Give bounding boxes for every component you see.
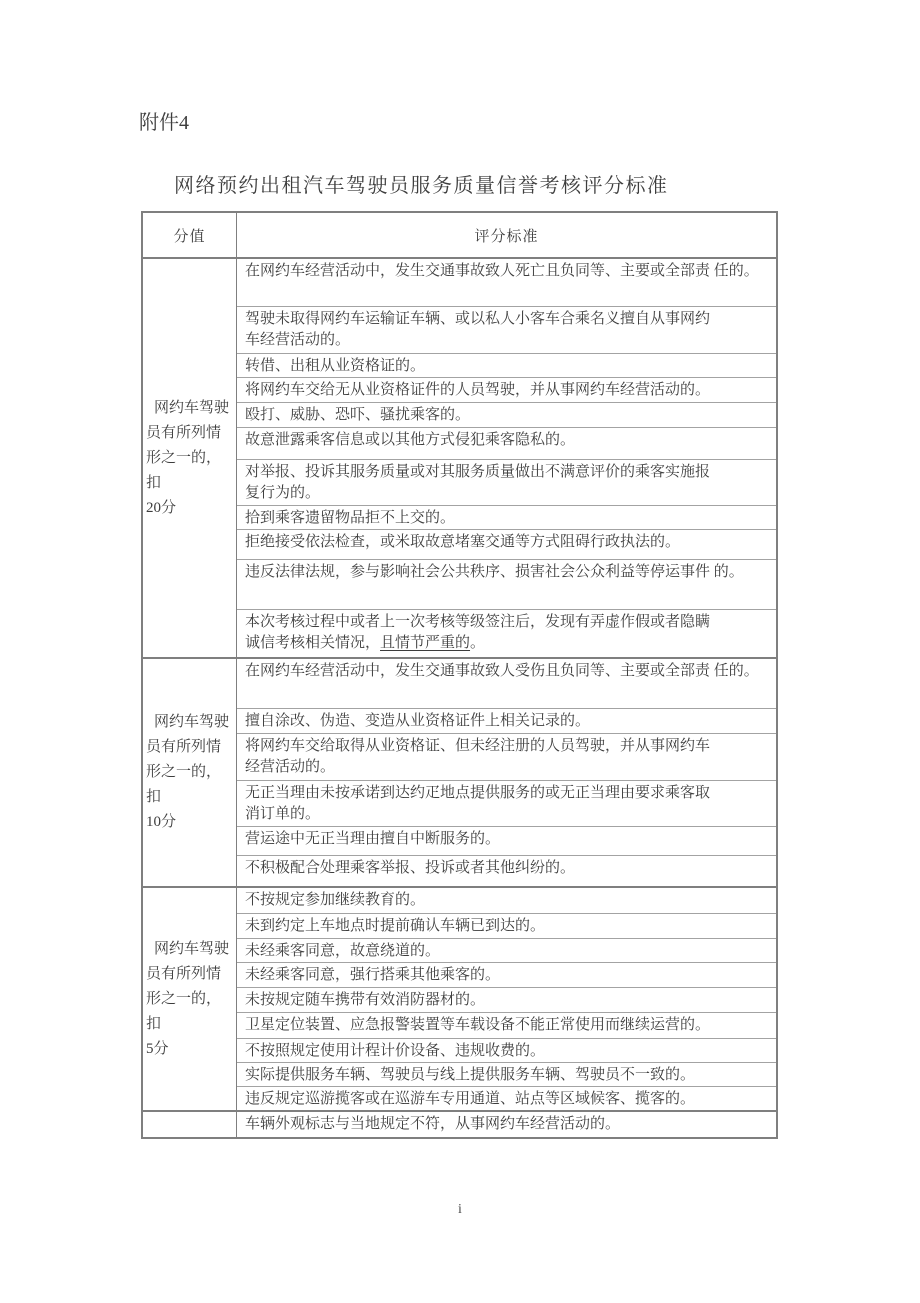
score-label-line: 员有所列情: [146, 965, 222, 982]
criteria-line: 车辆外观标志与当地规定不符，从事网约车经营活动的。: [245, 1116, 621, 1132]
criteria-row: [237, 378, 776, 403]
criteria-line: 违反法律法规，参与影响社会公共秩序、损害社会公众利益等停运事件 的。: [245, 564, 744, 580]
score-group: [143, 657, 776, 886]
criteria-line: 不积极配合处理乘客举报、投诉或者其他纠纷的。: [245, 860, 576, 876]
criteria-row: [237, 460, 776, 506]
criteria-line: 在网约车经营活动中，发生交通事故致人受伤且负同等、主要或全部责 任的。: [245, 663, 759, 679]
criteria-line: 驾驶未取得网约车运输证车辆、或以私人小客车合乘名义擅自从事网约: [245, 311, 711, 327]
criteria-line: 将网约车交给取得从业资格证、但未经注册的人员驾驶，并从事网约车: [245, 738, 711, 754]
criteria-row: [237, 914, 776, 939]
criteria-row: [237, 988, 776, 1013]
criteria-line: 诚信考核相关情况，且情节严重的。: [245, 635, 486, 651]
score-group: [143, 1110, 776, 1137]
score-cell: [143, 659, 237, 886]
criteria-row: [237, 856, 776, 886]
criteria-line: 营运途中无正当理由擅自中断服务的。: [245, 831, 501, 847]
criteria-line: 违反规定巡游揽客或在巡游车专用通道、站点等区域候客、揽客的。: [245, 1091, 696, 1107]
criteria-row: [237, 610, 776, 657]
criteria-rows: [237, 259, 776, 657]
criteria-rows: [237, 659, 776, 886]
criteria-line: 经营活动的。: [245, 759, 336, 775]
score-label-line: 形之一的，扣: [146, 764, 222, 805]
criteria-line: 未到约定上车地点时提前确认车辆已到达的。: [245, 918, 546, 934]
criteria-line: 消订单的。: [245, 806, 321, 822]
score-label: [143, 1123, 236, 1127]
score-label-line: 员有所列情: [146, 739, 222, 755]
score-label: [143, 394, 236, 523]
criteria-row: [237, 1112, 776, 1137]
criteria-line: 拾到乘客遗留物品拒不上交的。: [245, 510, 456, 526]
underlined-text: 且情节严重的: [380, 635, 471, 651]
score-label-line: 员有所列情: [146, 424, 222, 441]
criteria-line: 未经乘客同意，故意绕道的。: [245, 943, 441, 959]
criteria-line: 本次考核过程中或者上一次考核等级签注后，发现有弄虚作假或者隐瞒: [245, 614, 711, 630]
score-cell: [143, 888, 237, 1110]
score-label-line: 20分: [146, 499, 177, 516]
score-label-line: 网约车驾驶: [154, 399, 230, 416]
criteria-row: [237, 403, 776, 428]
criteria-rows: [237, 1112, 776, 1137]
criteria-row: [237, 259, 776, 307]
criteria-row: [237, 1087, 776, 1110]
score-cell: [143, 259, 237, 657]
score-label-line: 网约车驾驶: [154, 940, 230, 957]
criteria-line: 卫星定位装置、应急报警装置等车载设备不能正常使用而继续运营的。: [245, 1017, 711, 1033]
criteria-line: 复行为的。: [245, 485, 321, 501]
criteria-rows: [237, 888, 776, 1110]
page-number: i: [458, 1202, 462, 1217]
score-label: [143, 708, 236, 837]
page-title: 网络预约出租汽车驾驶员服务质量信誉考核评分标准: [174, 175, 669, 197]
criteria-line: 未按规定随车携带有效消防器材的。: [245, 992, 486, 1008]
criteria-row: [237, 734, 776, 781]
criteria-line: 擅自涂改、伪造、变造从业资格证件上相关记录的。: [245, 713, 591, 729]
criteria-line: 不按规定参加继续教育的。: [245, 892, 426, 908]
score-label-line: 形之一的，扣: [146, 990, 222, 1032]
criteria-line: 对举报、投诉其服务质量或对其服务质量做出不满意评价的乘客实施报: [245, 464, 711, 480]
table-header-score: 分值: [143, 213, 237, 257]
score-cell: [143, 1112, 237, 1137]
criteria-row: [237, 354, 776, 378]
score-label: [143, 935, 236, 1064]
criteria-line: 殴打、威胁、恐吓、骚扰乘客的。: [245, 407, 471, 423]
criteria-row: [237, 963, 776, 988]
score-table: [141, 211, 778, 1139]
criteria-row: [237, 888, 776, 914]
table-header-criteria: 评分标准: [474, 228, 539, 245]
score-group: [143, 886, 776, 1110]
criteria-row: [237, 659, 776, 709]
criteria-line: 未经乘客同意，强行搭乘其他乘客的。: [245, 967, 501, 983]
score-label-line: 形之一的，扣: [146, 449, 222, 491]
criteria-line: 转借、出租从业资格证的。: [245, 358, 426, 374]
criteria-row: [237, 781, 776, 827]
criteria-line: 无正当理由未按承诺到达约疋地点提供服务的或无正当理由要求乘客取: [245, 785, 711, 801]
criteria-row: [237, 827, 776, 856]
criteria-line: 车经营活动的。: [245, 332, 351, 348]
criteria-line: 不按照规定使用计程计价设备、违规收费的。: [245, 1043, 546, 1059]
criteria-line: 将网约车交给无从业资格证件的人员驾驶，并从事网约车经营活动的。: [245, 382, 711, 398]
criteria-row: [237, 939, 776, 963]
criteria-row: [237, 307, 776, 354]
table-header-row: [143, 213, 776, 259]
score-group: [143, 259, 776, 657]
table-body: [143, 259, 776, 1137]
criteria-row: [237, 530, 776, 560]
criteria-row: [237, 1039, 776, 1063]
criteria-line: 拒绝接受依法检查，或米取故意堵塞交通等方式阻碍行政执法的。: [245, 534, 681, 550]
score-label-line: 10分: [146, 814, 177, 830]
criteria-line: 在网约车经营活动中，发生交通事故致人死亡且负同等、主要或全部责 任的。: [245, 263, 759, 279]
criteria-line: 故意泄露乘客信息或以其他方式侵犯乘客隐私的。: [245, 432, 576, 448]
criteria-line: 实际提供服务车辆、驾驶员与线上提供服务车辆、驾驶员不一致的。: [245, 1067, 696, 1083]
score-label-line: 网约车驾驶: [154, 714, 230, 730]
criteria-row: [237, 1013, 776, 1039]
attachment-label: 附件4: [139, 112, 189, 134]
criteria-row: [237, 560, 776, 610]
criteria-row: [237, 428, 776, 460]
criteria-row: [237, 506, 776, 530]
criteria-row: [237, 709, 776, 734]
criteria-row: [237, 1063, 776, 1087]
score-label-line: 5分: [146, 1040, 169, 1057]
